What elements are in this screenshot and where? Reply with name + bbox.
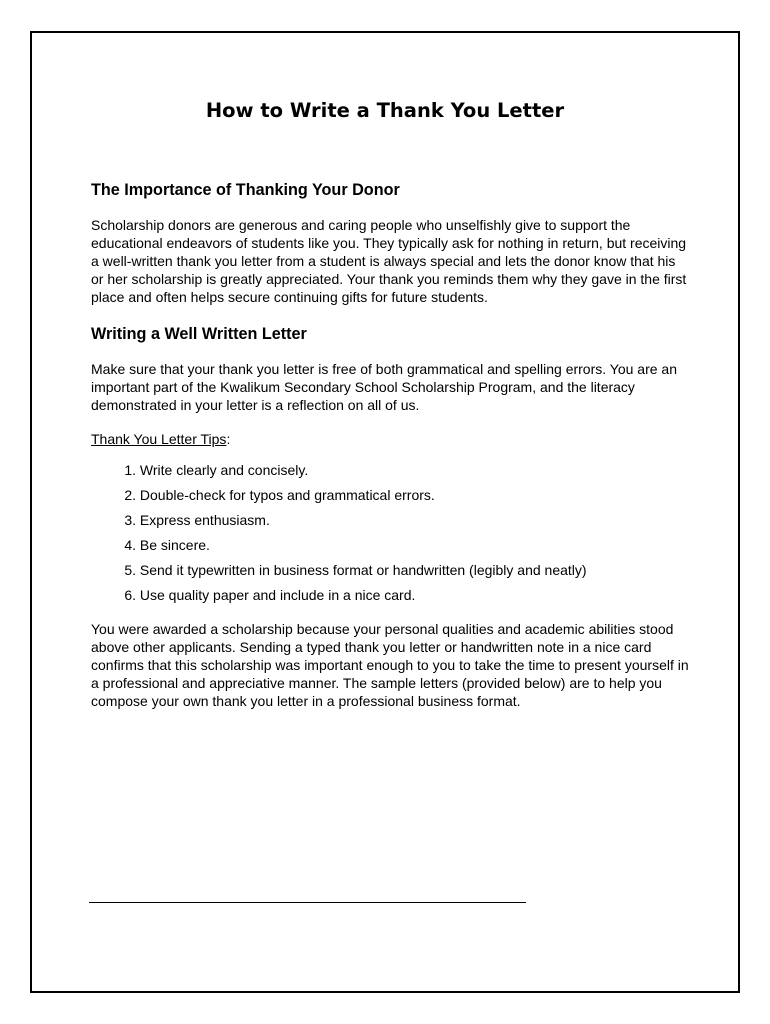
- horizontal-divider: [89, 902, 526, 903]
- section-heading-importance: The Importance of Thanking Your Donor: [91, 181, 400, 199]
- page-title: How to Write a Thank You Letter: [205, 99, 565, 122]
- list-item: [121, 561, 691, 586]
- paragraph-closing: You were awarded a scholarship because your personal qualities and academic abilities stood above other applicants. Sending a typed thank you letter or handwritten note in a nice card confirms that this scholarship was important enough to you to take the time to present yourself in a professional and appreciative manner. The sample letters (provided below) are to help you compose your own thank you letter in a professional business format.: [91, 621, 689, 709]
- list-item: [121, 461, 691, 486]
- list-item-number: 5.: [124, 562, 136, 578]
- list-item: [121, 486, 691, 511]
- tips-list: [91, 461, 691, 611]
- document-body: [91, 180, 691, 710]
- list-item-text: Use quality paper and include in a nice card.: [139, 587, 416, 603]
- paragraph-importance: Scholarship donors are generous and caring people who unselfishly give to support the educational endeavors of students like you. They typically ask for nothing in return, but receiving a well-written thank you letter from a student is always special and lets the donor know that his or her scholarship is greatly appreciated. Your thank you reminds them why they gave in the first place and often helps secure continuing gifts for future students.: [91, 217, 687, 305]
- list-item-text: Write clearly and concisely.: [139, 462, 309, 478]
- document-page: [30, 31, 740, 993]
- list-item: [121, 586, 691, 611]
- list-item: [121, 536, 691, 561]
- tips-heading-line: [91, 430, 691, 448]
- list-item-number: 1.: [124, 462, 136, 478]
- list-item-number: 3.: [124, 512, 136, 528]
- list-item-number: 4.: [124, 537, 136, 553]
- list-item-text: Send it typewritten in business format or handwritten (legibly and neatly): [139, 562, 587, 578]
- tips-heading-colon: :: [226, 431, 231, 447]
- paragraph-writing: Make sure that your thank you letter is free of both grammatical and spelling errors. You are an important part of the Kwalikum Secondary School Scholarship Program, and the literacy demonstrated in your letter is a reflection on all of us.: [91, 361, 677, 413]
- section-heading-writing: Writing a Well Written Letter: [91, 325, 307, 343]
- list-item-number: 6.: [124, 587, 136, 603]
- tips-heading: Thank You Letter Tips: [91, 431, 227, 447]
- list-item-text: Be sincere.: [139, 537, 210, 553]
- list-item-number: 2.: [124, 487, 136, 503]
- list-item: [121, 511, 691, 536]
- list-item-text: Double-check for typos and grammatical errors.: [139, 487, 435, 503]
- list-item-text: Express enthusiasm.: [139, 512, 270, 528]
